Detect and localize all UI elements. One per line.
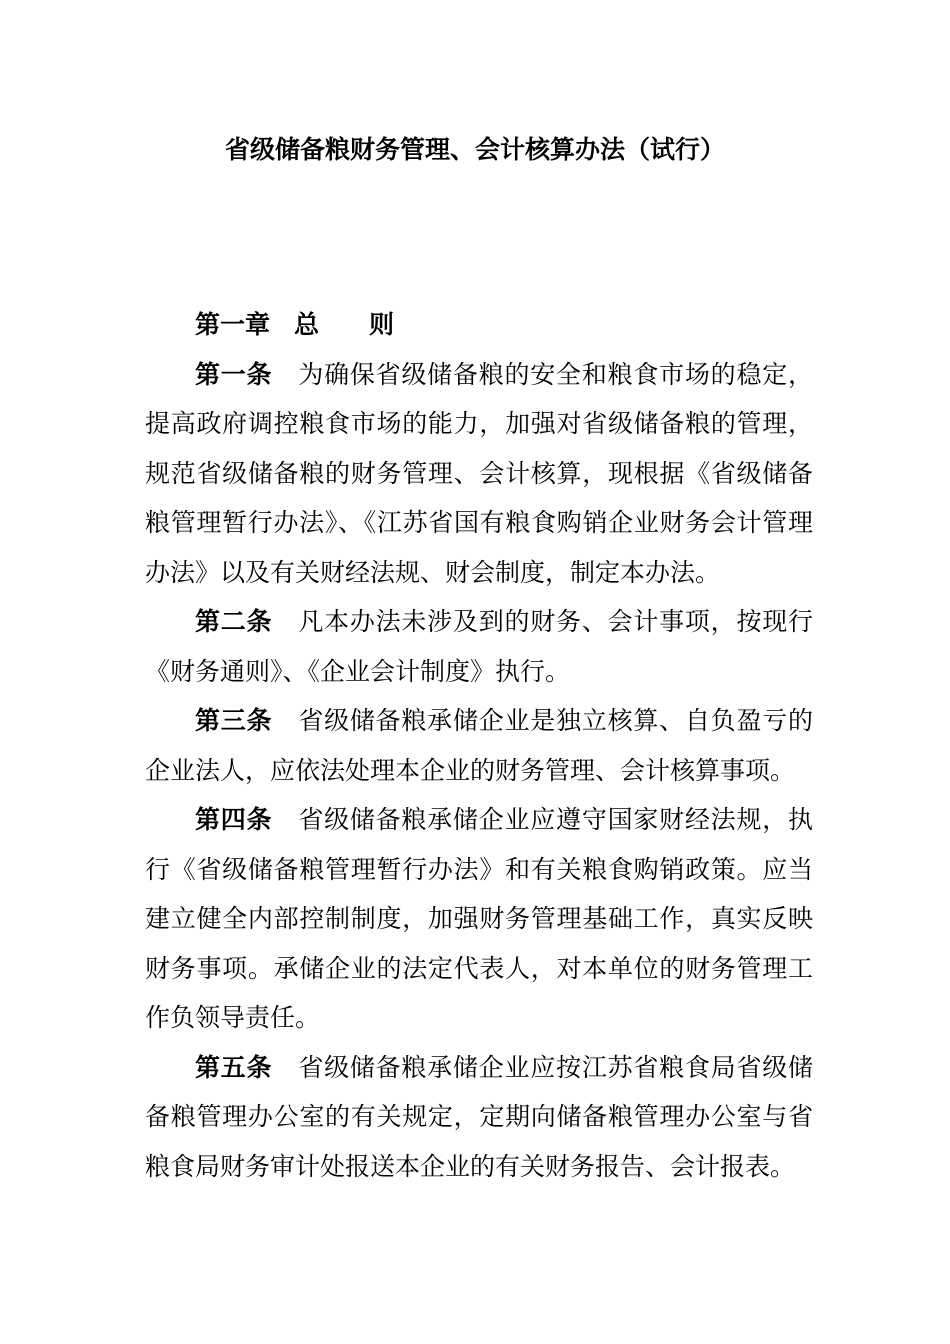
article-number: 第三条 xyxy=(195,706,273,735)
article-text: 为确保省级储备粮的安全和粮食市场的稳定，提高政府调控粮食市场的能力，加强对省级储备粮的管理，规范省级储备粮的财务管理、会计核算，现根据《省级储备粮管理暂行办法》、《江苏省国有粮食购销企业财务会计管理办法》以及有关财经法规、财会制度，制定本办法。 xyxy=(145,359,813,587)
article-text: 省级储备粮承储企业应遵守国家财经法规，执行《省级储备粮管理暂行办法》和有关粮食购销政策。应当建立健全内部控制制度，加强财务管理基础工作，真实反映财务事项。承储企业的法定代表人，对本单位的财务管理工作负领导责任。 xyxy=(145,805,813,1032)
article-2 xyxy=(145,597,813,696)
article-text: 凡本办法未涉及到的财务、会计事项，按现行《财务通则》、《企业会计制度》执行。 xyxy=(145,607,813,686)
document-title: 省级储备粮财务管理、会计核算办法（试行） xyxy=(224,135,725,164)
article-5 xyxy=(145,1043,813,1192)
document-body xyxy=(145,300,813,1191)
article-1 xyxy=(145,350,813,598)
chapter-heading xyxy=(195,300,813,350)
article-number: 第二条 xyxy=(195,607,273,636)
chapter-name-part1: 总 xyxy=(294,310,320,339)
chapter-name-part2: 则 xyxy=(369,310,395,339)
chapter-number: 第一章 xyxy=(195,310,271,339)
article-4 xyxy=(145,795,813,1043)
article-number: 第一条 xyxy=(195,359,273,389)
article-number: 第五条 xyxy=(195,1052,273,1082)
article-text: 省级储备粮承储企业应按江苏省粮食局省级储备粮管理办公室的有关规定，定期向储备粮管理办公室与省粮食局财务审计处报送本企业的有关财务报告、会计报表。 xyxy=(145,1052,813,1181)
article-number: 第四条 xyxy=(195,805,273,834)
article-text: 省级储备粮承储企业是独立核算、自负盈亏的企业法人，应依法处理本企业的财务管理、会计核算事项。 xyxy=(145,706,813,785)
article-3 xyxy=(145,696,813,795)
